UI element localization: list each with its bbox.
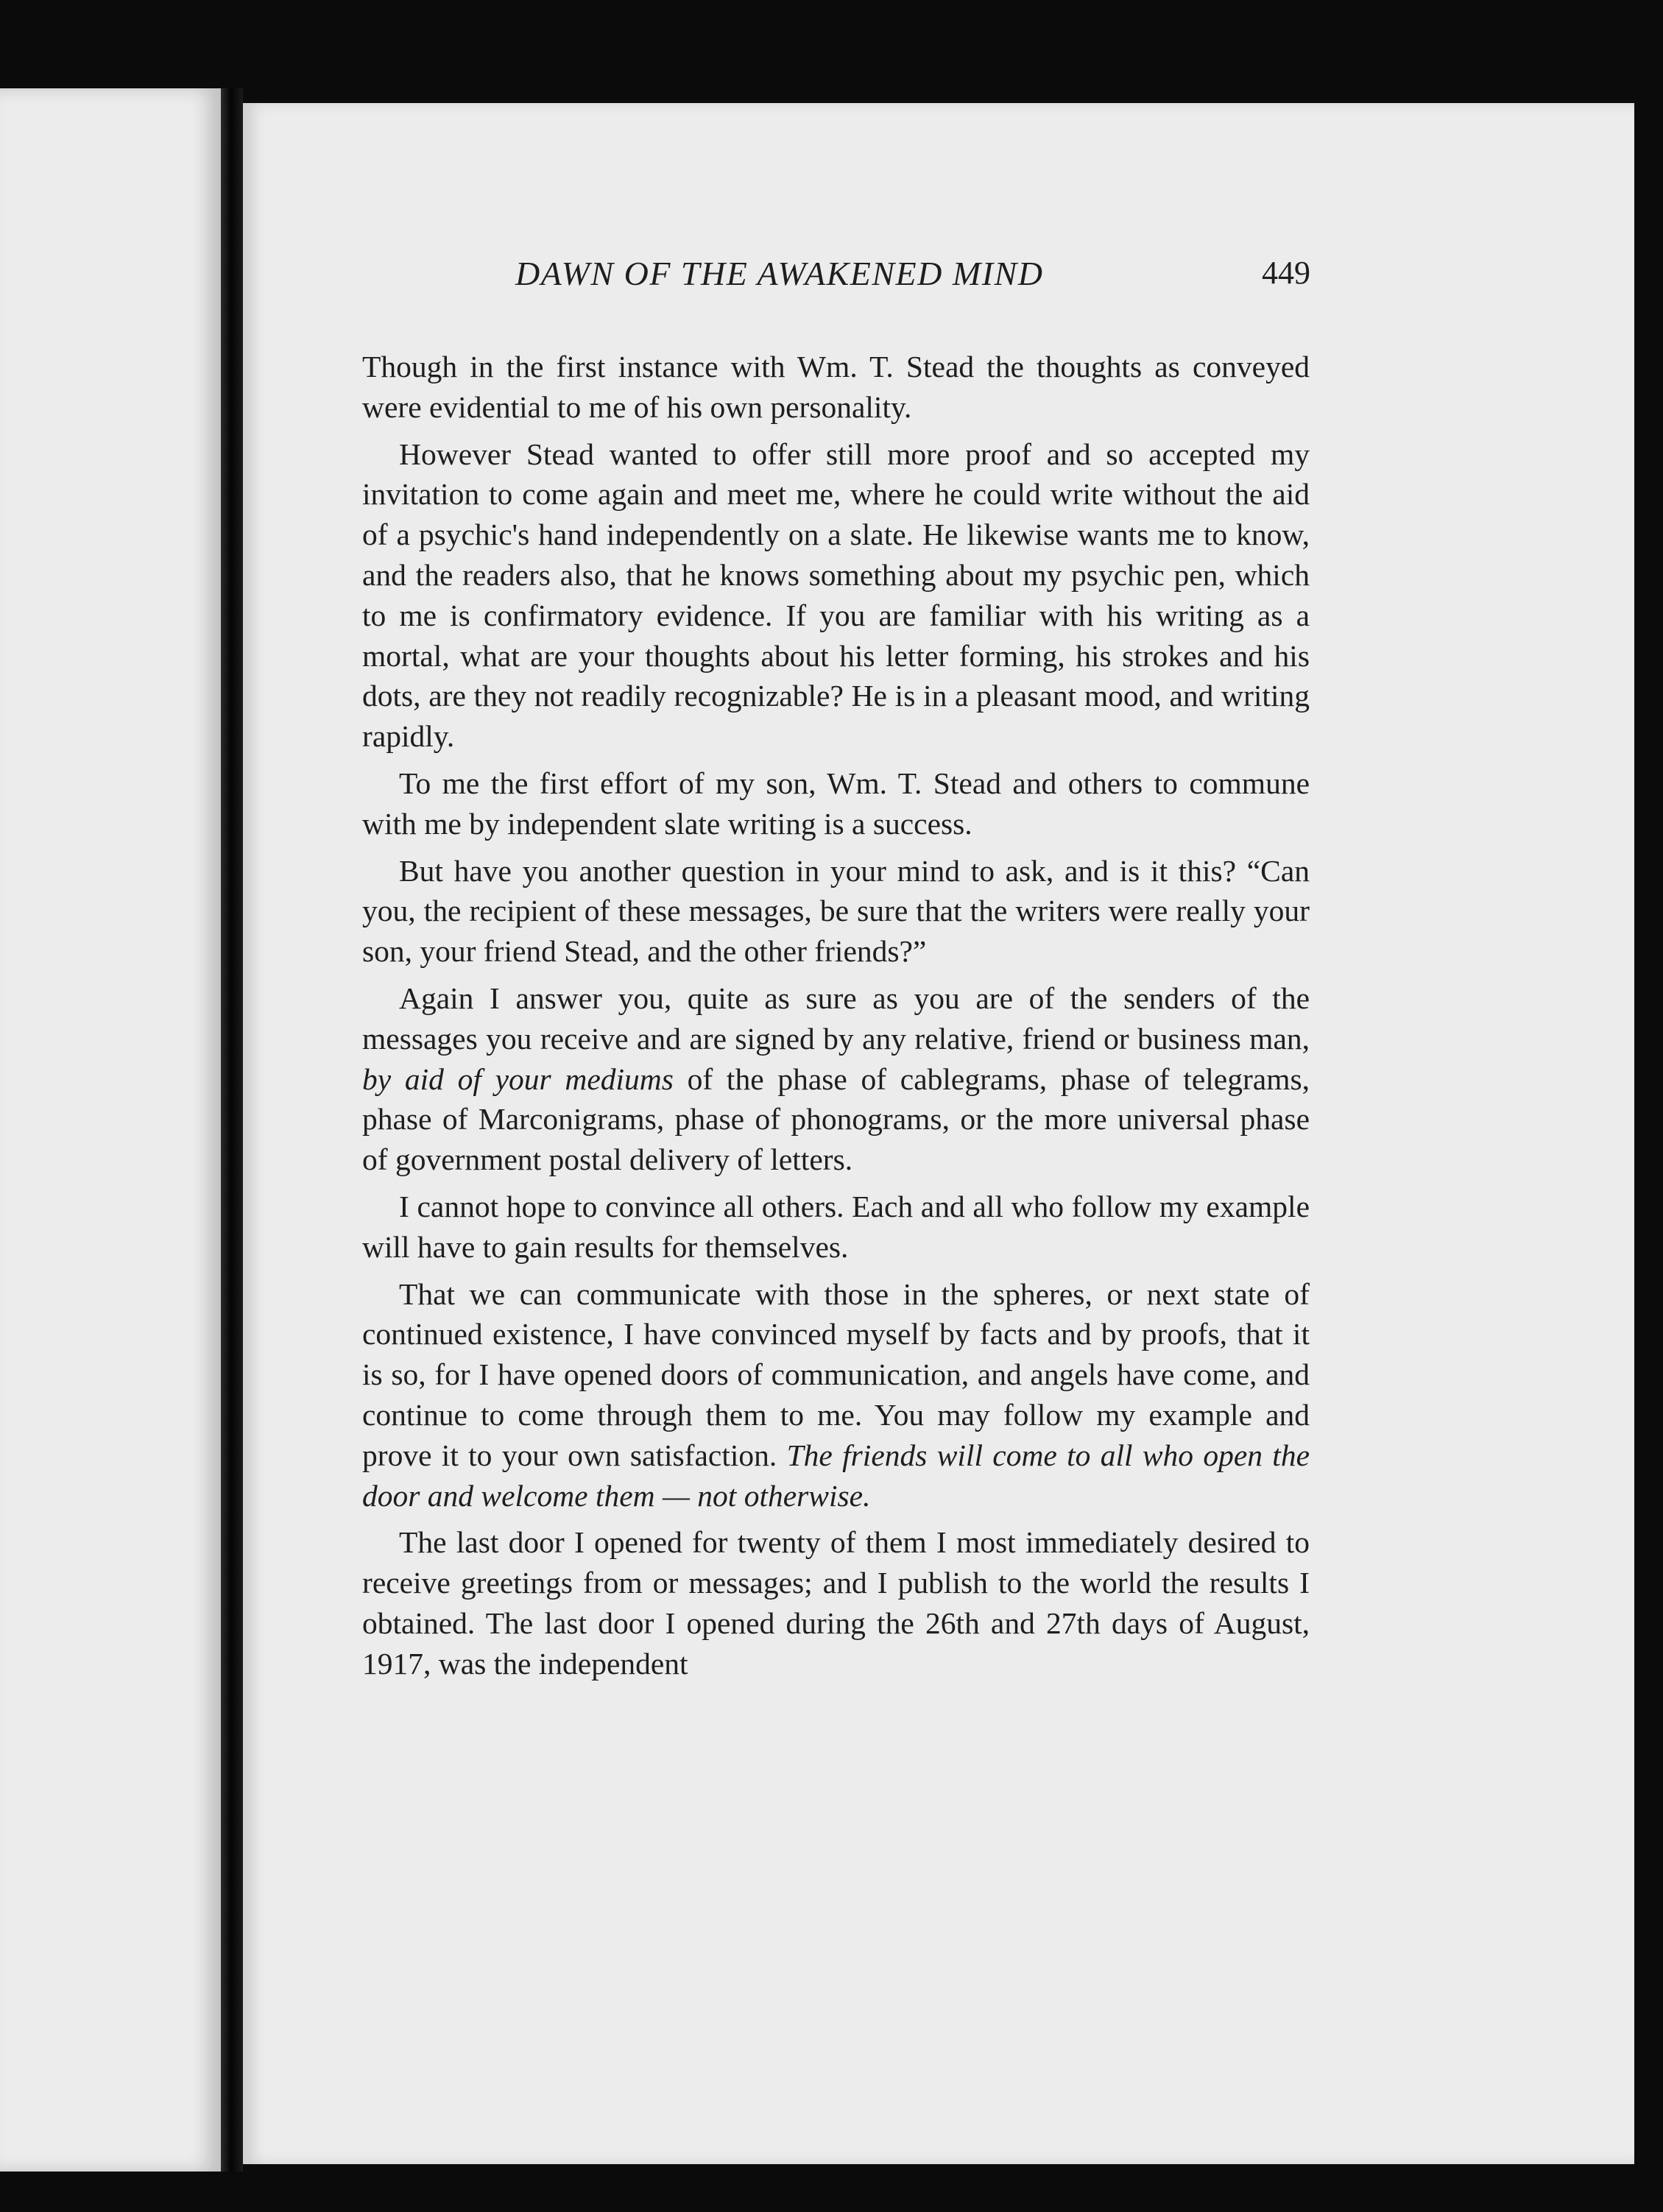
- paragraph-text: That we can communicate with those in the spheres, or next state of continued existence, I have convinced myself by facts and by proofs, that it is so, for I have opened doors of communication, and angels have come, and continue to come through them to me. You may follow my example and prove it to your own satisfaction.: [362, 1276, 1310, 1472]
- italic-phrase: The friends will come to all who open the door and welcome them — not otherwise.: [362, 1438, 1310, 1513]
- paragraph: Though in the first instance with Wm. T. Stead the thoughts as conveyed were evidential to me of his own personality.: [362, 350, 1310, 424]
- paragraph-text: Again I answer you, quite as sure as you are of the senders of the messages you receive and are signed by any relative, friend or business man,: [362, 980, 1310, 1056]
- paragraph-text: of the phase of cablegrams, phase of telegrams, phase of Marconigrams, phase of phonograms, or the more universal phase of government postal delivery of letters.: [362, 1061, 1310, 1177]
- page-number: 449: [1262, 255, 1310, 291]
- paragraph: [362, 1274, 1310, 1516]
- paragraph: But have you another question in your mind to ask, and is it this? “Can you, the recipient of these messages, be sure that the writers were really your son, your friend Stead, and the other friends?”: [362, 853, 1310, 969]
- italic-phrase: by aid of your mediums: [362, 1061, 674, 1096]
- paragraph: [362, 978, 1310, 1180]
- running-title: DAWN OF THE AWAKENED MIND: [515, 255, 1044, 292]
- book-spine: [221, 88, 243, 2172]
- paragraph: The last door I opened for twenty of them I most immediately desired to receive greetings from or messages; and I publish to the world the results I obtained. The last door I opened during the 26th and 27th days of August, 1917, was the independent: [362, 1525, 1310, 1681]
- body-text: [362, 347, 1310, 1691]
- paragraph: However Stead wanted to offer still more proof and so accepted my invitation to come again and meet me, where he could write without the aid of a psychic's hand independently on a slate. He likewise wants me to know, and the readers also, that he knows something about my psychic pen, which to me is confirmatory evidence. If you are familiar with his writing as a mortal, what are your thoughts about his letter forming, his strokes and his dots, are they not readily recognizable? He is in a pleasant mood, and writing rapidly.: [362, 437, 1310, 754]
- left-page: [0, 88, 221, 2172]
- paragraph: To me the first effort of my son, Wm. T. Stead and others to commune with me by independent slate writing is a success.: [362, 766, 1310, 841]
- paragraph: I cannot hope to convince all others. Each and all who follow my example will have to gain results for themselves.: [362, 1189, 1310, 1264]
